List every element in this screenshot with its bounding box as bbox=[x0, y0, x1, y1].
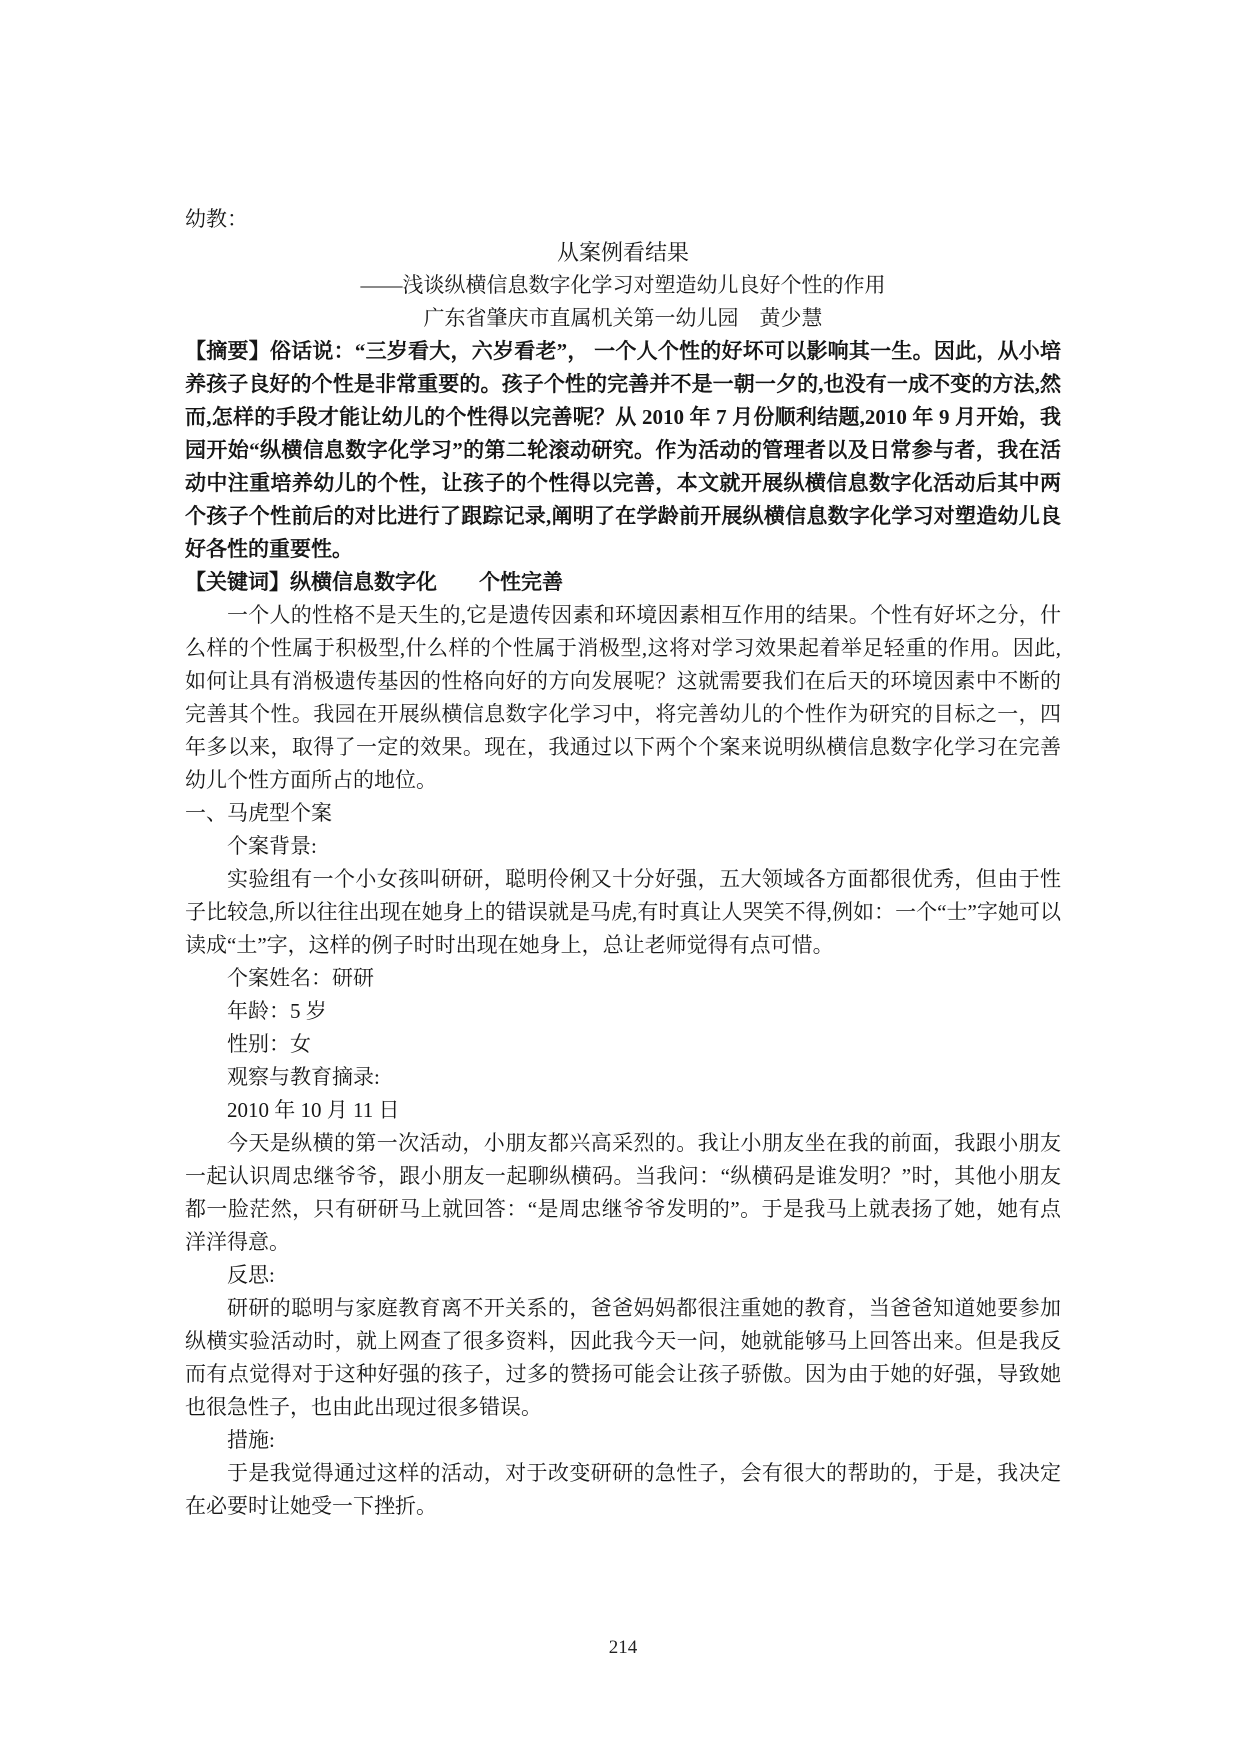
section1-heading: 一、马虎型个案 bbox=[185, 801, 332, 825]
author-line: 广东省肇庆市直属机关第一幼儿园 黄少慧 bbox=[423, 306, 823, 330]
case-background-label: 个案背景: bbox=[227, 834, 317, 858]
case-age-line: 年龄：5 岁 bbox=[227, 999, 327, 1023]
measures-label: 措施: bbox=[227, 1428, 275, 1452]
page-title: 从案例看结果 bbox=[556, 240, 689, 265]
reflection-label: 反思: bbox=[227, 1263, 275, 1287]
page-number: 214 bbox=[608, 1637, 638, 1658]
observation-date-line: 2010 年 10 月 11 日 bbox=[227, 1098, 400, 1122]
case-gender-line: 性别：女 bbox=[227, 1032, 311, 1056]
observation-paragraph: 今天是纵横的第一次活动，小朋友都兴高采烈的。我让小朋友坐在我的前面，我跟小朋友一起认识周忠继爷爷，跟小朋友一起聊纵横码。当我问：“纵横码是谁发明？”时，其他小朋友都一脸茫然，只有研研马上就回答：“是周忠继爷爷发明的”。于是我马上就表扬了她，她有点洋洋得意。 bbox=[185, 1131, 1061, 1254]
keywords-line: 【关键词】纵横信息数字化 个性完善 bbox=[185, 570, 563, 594]
reflection-paragraph: 研研的聪明与家庭教育离不开关系的，爸爸妈妈都很注重她的教育，当爸爸知道她要参加纵横实验活动时，就上网查了很多资料，因此我今天一问，她就能够马上回答出来。但是我反而有点觉得对于这种好强的孩子，过多的赞扬可能会让孩子骄傲。因为由于她的好强，导致她也很急性子，也由此出现过很多错误。 bbox=[185, 1296, 1061, 1419]
observation-label: 观察与教育摘录: bbox=[227, 1065, 380, 1089]
case-name-line: 个案姓名：研研 bbox=[227, 966, 374, 990]
page-subtitle: ——浅谈纵横信息数字化学习对塑造幼儿良好个性的作用 bbox=[360, 273, 886, 297]
document-content bbox=[185, 0, 1061, 1523]
abstract-paragraph: 【摘要】俗话说：“三岁看大，六岁看老”， 一个人个性的好坏可以影响其一生。因此，从小培养孩子良好的个性是非常重要的。孩子个性的完善并不是一朝一夕的,也没有一成不变的方法,然而,怎样的手段才能让幼儿的个性得以完善呢？从 2010 年 7 月份顺利结题,2010 年 9 月开始，我园开始“纵横信息数字化学习”的第二轮滚动研究。作为活动的管理者以及日常参与者，我在活动中注重培养幼儿的个性，让孩子的个性得以完善，本文就开展纵横信息数字化活动后其中两个孩子个性前后的对比进行了跟踪记录,阐明了在学龄前开展纵横信息数字化学习对塑造幼儿良好各性的重要性。 bbox=[185, 339, 1061, 561]
intro-paragraph: 一个人的性格不是天生的,它是遗传因素和环境因素相互作用的结果。个性有好坏之分，什么样的个性属于积极型,什么样的个性属于消极型,这将对学习效果起着举足轻重的作用。因此,如何让具有消极遗传基因的性格向好的方向发展呢？这就需要我们在后天的环境因素中不断的完善其个性。我园在开展纵横信息数字化学习中，将完善幼儿的个性作为研究的目标之一，四年多以来，取得了一定的效果。现在，我通过以下两个个案来说明纵横信息数字化学习在完善幼儿个性方面所占的地位。 bbox=[185, 603, 1061, 792]
case-background-paragraph: 实验组有一个小女孩叫研研，聪明伶俐又十分好强，五大领域各方面都很优秀，但由于性子比较急,所以往往出现在她身上的错误就是马虎,有时真让人哭笑不得,例如：一个“士”字她可以读成“土”字，这样的例子时时出现在她身上，总让老师觉得有点可惜。 bbox=[185, 867, 1061, 957]
category-label: 幼教： bbox=[185, 207, 248, 231]
measures-paragraph: 于是我觉得通过这样的活动，对于改变研研的急性子，会有很大的帮助的，于是，我决定在必要时让她受一下挫折。 bbox=[185, 1461, 1061, 1518]
